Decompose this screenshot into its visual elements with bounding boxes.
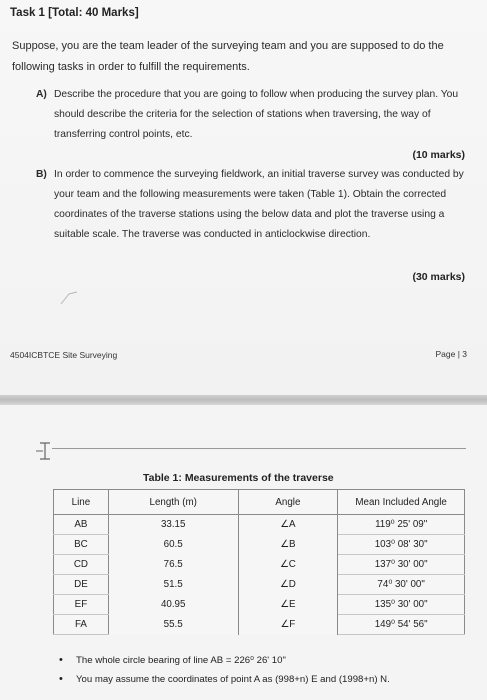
cell-mean-angle: 119⁰ 25' 09" [338, 515, 465, 535]
question-a-marks: (10 marks) [412, 149, 465, 161]
question-b [36, 165, 476, 245]
cell-line: DE [54, 575, 109, 595]
header-rule [52, 448, 466, 449]
measurements-table [53, 489, 465, 635]
header-mean-angle: Mean Included Angle [338, 490, 465, 515]
question-a-text: Describe the procedure that you are going to follow when producing the survey plan. You should describe the criteria for the selection of stations when traversing, the way of transferring control points, etc. [54, 89, 459, 140]
cell-mean-angle: 135⁰ 30' 00" [338, 595, 465, 615]
cell-mean-angle: 74⁰ 30' 00" [338, 575, 465, 595]
table-row [54, 595, 465, 615]
list-item: • You may assume the coordinates of point A as (998+n) E and (1998+n) N. [56, 670, 476, 689]
cell-length: 40.95 [108, 595, 238, 615]
cell-length: 76.5 [108, 555, 238, 575]
cell-line: AB [54, 515, 109, 535]
header-angle: Angle [238, 490, 338, 515]
cell-angle: ∠E [238, 595, 338, 615]
cell-angle: ∠C [238, 555, 338, 575]
table-row [54, 615, 465, 635]
notes-list [56, 651, 476, 689]
cell-line: EF [54, 595, 109, 615]
table-caption: Table 1: Measurements of the traverse [143, 472, 334, 484]
list-item: • The whole circle bearing of line AB = 226⁰ 26' 10" [56, 651, 476, 670]
question-a-label: A) [36, 89, 47, 100]
page-separator [0, 395, 487, 405]
table-row [54, 535, 465, 555]
cell-angle: ∠B [238, 535, 338, 555]
cell-length: 33.15 [108, 515, 238, 535]
course-footer: 4504ICBTCE Site Surveying [10, 350, 118, 360]
cell-length: 51.5 [108, 575, 238, 595]
question-b-label: B) [36, 169, 47, 180]
cell-mean-angle: 103⁰ 08' 30" [338, 535, 465, 555]
header-line: Line [54, 490, 109, 515]
header-length: Length (m) [108, 490, 238, 515]
table-header-row [54, 490, 465, 515]
table-row [54, 515, 465, 535]
question-b-marks: (30 marks) [412, 271, 465, 283]
cell-line: FA [54, 615, 109, 635]
cell-length: 55.5 [108, 615, 238, 635]
cell-angle: ∠A [238, 515, 338, 535]
cell-angle: ∠F [238, 615, 338, 635]
task-title: Task 1 [Total: 40 Marks] [10, 7, 139, 19]
cell-length: 60.5 [108, 535, 238, 555]
question-b-text: In order to commence the surveying fieldwork, an initial traverse survey was conducted by your team and the following measurements were taken (Table 1). Obtain the corrected coordinates of the traverse stations using the below data and plot the traverse using a suitable scale. The traverse was conducted in anticlockwise direction. [54, 169, 464, 240]
task-intro: Suppose, you are the team leader of the surveying team and you are supposed to do the following tasks in order to fulfill the requirements. [12, 40, 444, 73]
cell-mean-angle: 149⁰ 54' 56" [338, 615, 465, 635]
cell-mean-angle: 137⁰ 30' 00" [338, 555, 465, 575]
text-cursor-icon [34, 440, 56, 462]
cell-angle: ∠D [238, 575, 338, 595]
table-row [54, 555, 465, 575]
cell-line: BC [54, 535, 109, 555]
question-a [36, 85, 476, 145]
cell-line: CD [54, 555, 109, 575]
pen-mark-icon [60, 291, 78, 305]
table-row [54, 575, 465, 595]
page-number: Page | 3 [435, 349, 467, 359]
